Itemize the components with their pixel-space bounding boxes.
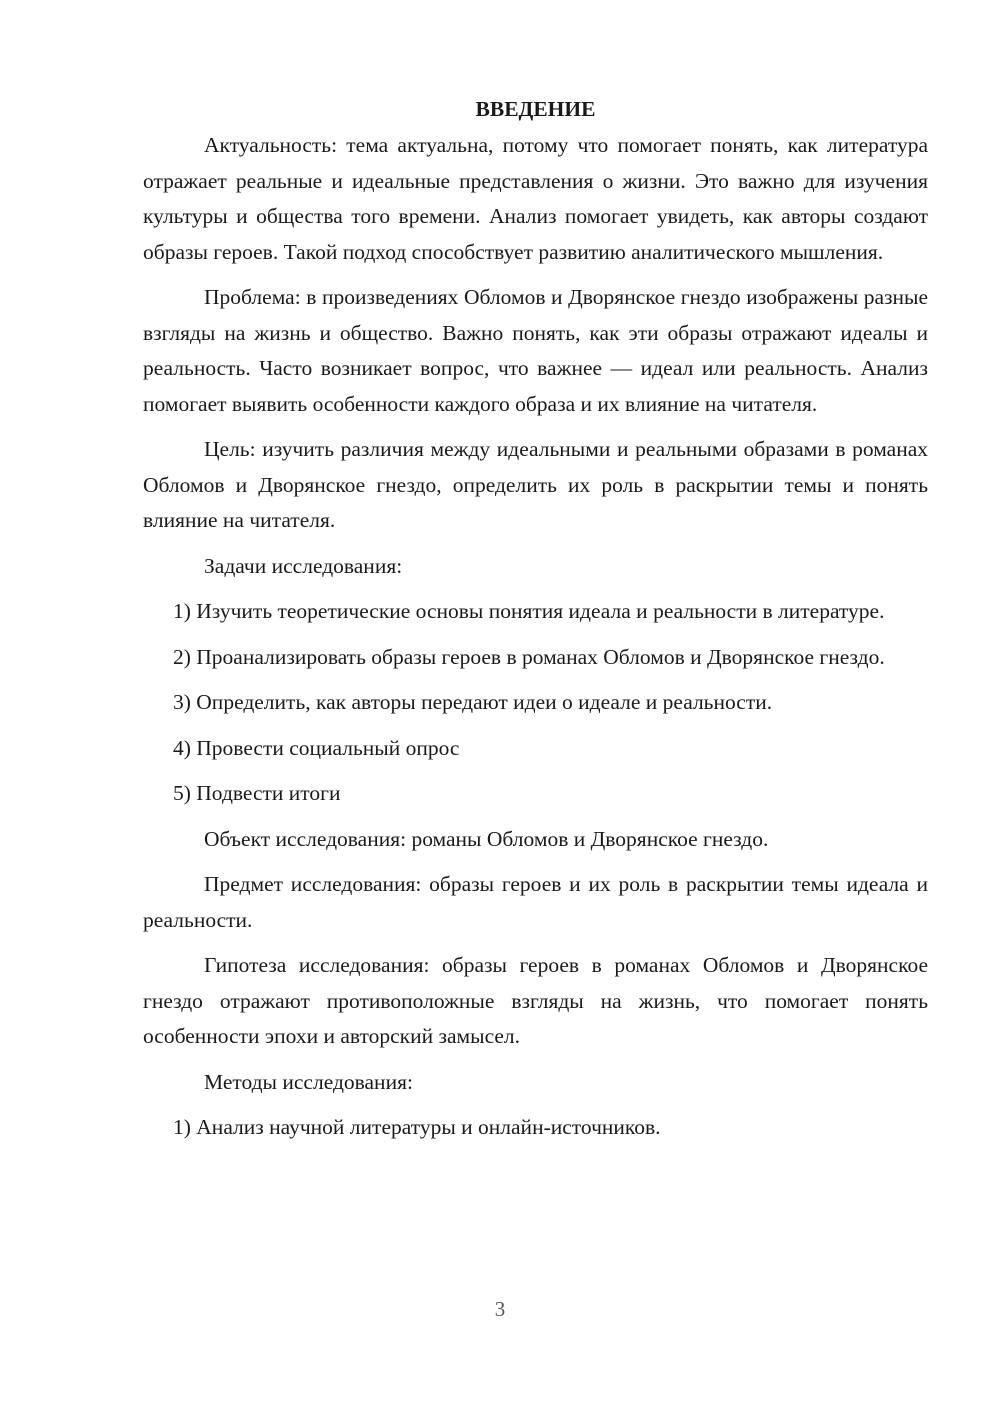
document-page (143, 92, 928, 1156)
page-number: 3 (494, 1297, 506, 1321)
task-item-2: 2) Проанализировать образы героев в романах Обломов и Дворянское гнездо. (173, 644, 885, 669)
task-item-1: 1) Изучить теоретические основы понятия идеала и реальности в литературе. (173, 599, 885, 623)
task-item-5: 5) Подвести итоги (173, 781, 341, 805)
hypothesis-paragraph: Гипотеза исследования: образы героев в романах Обломов и Дворянское гнездо отражают противоположные взгляды на жизнь, что помогает понять особенности эпохи и авторский замысел. (143, 953, 928, 1048)
task-item-3: 3) Определить, как авторы передают идеи о идеале и реальности. (173, 690, 773, 714)
task-item-4: 4) Провести социальный опрос (173, 735, 460, 760)
relevance-paragraph: Актуальность: тема актуальна, потому что помогает понять, как литература отражает реальные и идеальные представления о жизни. Это важно для изучения культуры и общества того времени. Анализ помогает увидеть, как авторы создают образы героев. Такой подход способствует развитию аналитического мышления. (143, 133, 928, 264)
method-item-1: 1) Анализ научной литературы и онлайн-источников. (173, 1115, 661, 1139)
page-title: ВВЕДЕНИЕ (475, 97, 596, 121)
problem-paragraph: Проблема: в произведениях Обломов и Дворянское гнездо изображены разные взгляды на жизнь и общество. Важно понять, как эти образы отражают идеалы и реальность. Часто возникает вопрос, что важнее — идеал или реальность. Анализ помогает выявить особенности каждого образа и их влияние на читателя. (143, 285, 928, 416)
methods-heading: Методы исследования: (204, 1069, 413, 1094)
tasks-heading: Задачи исследования: (204, 553, 403, 578)
subject-paragraph: Предмет исследования: образы героев и их роль в раскрытии темы идеала и реальности. (143, 872, 928, 932)
goal-paragraph: Цель: изучить различия между идеальными и реальными образами в романах Обломов и Дворянское гнездо, определить их роль в раскрытии темы и понять влияние на читателя. (143, 437, 928, 532)
object-paragraph: Объект исследования: романы Обломов и Дворянское гнездо. (204, 826, 769, 851)
